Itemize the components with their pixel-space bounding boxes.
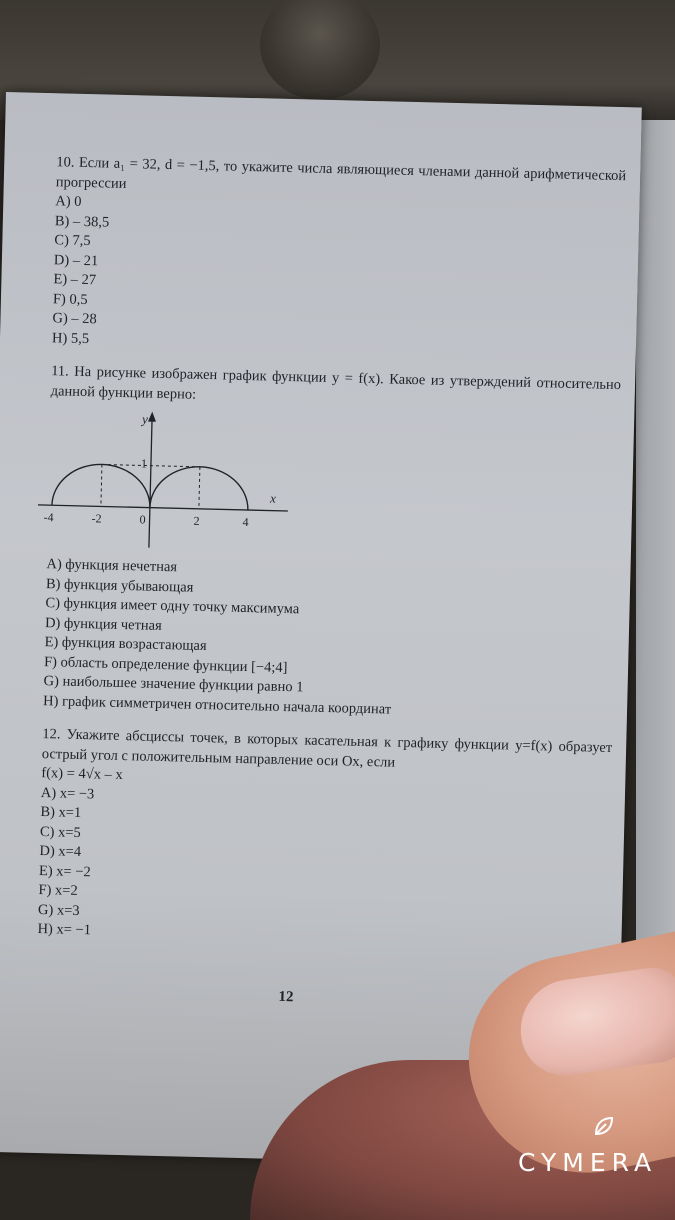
option: F) 0,5 — [52, 290, 88, 308]
watermark: CYMERA — [518, 1148, 658, 1177]
question-12-text: 12. Укажите абсциссы точек, в которых касательная к графику функции y=f(x) образует острый угол с положительным направление оси Ox, если — [41, 726, 613, 771]
option: E) – 27 — [53, 271, 97, 289]
page-content — [36, 153, 627, 1015]
dashed-guide — [101, 464, 102, 506]
y-axis-label: y — [141, 411, 149, 427]
option: G) наибольшее значение функции равно 1 — [43, 673, 304, 696]
option: H) график симметричен относительно начала координат — [42, 692, 392, 718]
question-12-options — [37, 784, 611, 954]
y-tick-label: 1 — [140, 456, 148, 471]
x-tick-label: 2 — [193, 513, 200, 528]
option: C) функция имеет одну точку максимума — [45, 595, 300, 618]
option: E) функция возрастающая — [44, 634, 207, 655]
x-tick-label: 4 — [242, 514, 249, 530]
option: H) x= −1 — [37, 921, 92, 939]
question-10 — [52, 153, 627, 362]
question-11-options — [43, 555, 617, 725]
question-11-text: 11. На рисунке изображен график функции y = f(x). Какое из утверждений относительно данной функции верно: — [50, 363, 622, 403]
question-10-options — [52, 192, 626, 362]
option: D) x=4 — [39, 843, 82, 861]
option: B) x=1 — [40, 804, 82, 822]
graph-svg — [37, 407, 300, 553]
option: A) функция нечетная — [46, 556, 178, 576]
x-tick-label: -4 — [43, 510, 54, 525]
question-12 — [37, 725, 612, 953]
option: A) x= −3 — [40, 784, 95, 802]
y-axis — [149, 416, 152, 548]
option: E) x= −2 — [38, 862, 91, 880]
x-tick-label: 0 — [139, 512, 146, 527]
y-axis-arrow — [148, 412, 156, 422]
question-10-text: 10. Если a₁ = 32, d = −1,5, то укажите числа являющиеся членами данной арифметической прогрессии — [55, 154, 627, 192]
option: C) 7,5 — [54, 232, 91, 250]
x-axis-label: x — [269, 490, 277, 506]
option: G) x=3 — [37, 901, 80, 919]
option: D) – 21 — [53, 251, 99, 269]
page-number: 12 — [278, 988, 294, 1005]
option: C) x=5 — [39, 823, 81, 841]
question-11 — [43, 362, 621, 725]
option: H) 5,5 — [51, 329, 90, 347]
x-axis — [38, 505, 288, 511]
dashed-guide — [199, 467, 200, 509]
option: D) функция четная — [44, 614, 162, 634]
option: A) 0 — [55, 193, 82, 210]
x-tick-label: -2 — [91, 511, 102, 526]
option: G) – 28 — [52, 310, 97, 328]
option: F) область определение функции [−4;4] — [43, 653, 288, 676]
leaf-icon — [592, 1114, 616, 1138]
function-graph — [37, 407, 300, 553]
question-12-formula: f(x) = 4√x – x — [41, 765, 123, 784]
option: F) x=2 — [38, 882, 78, 899]
option: B) функция убывающая — [45, 575, 194, 596]
option: B) – 38,5 — [54, 212, 110, 231]
